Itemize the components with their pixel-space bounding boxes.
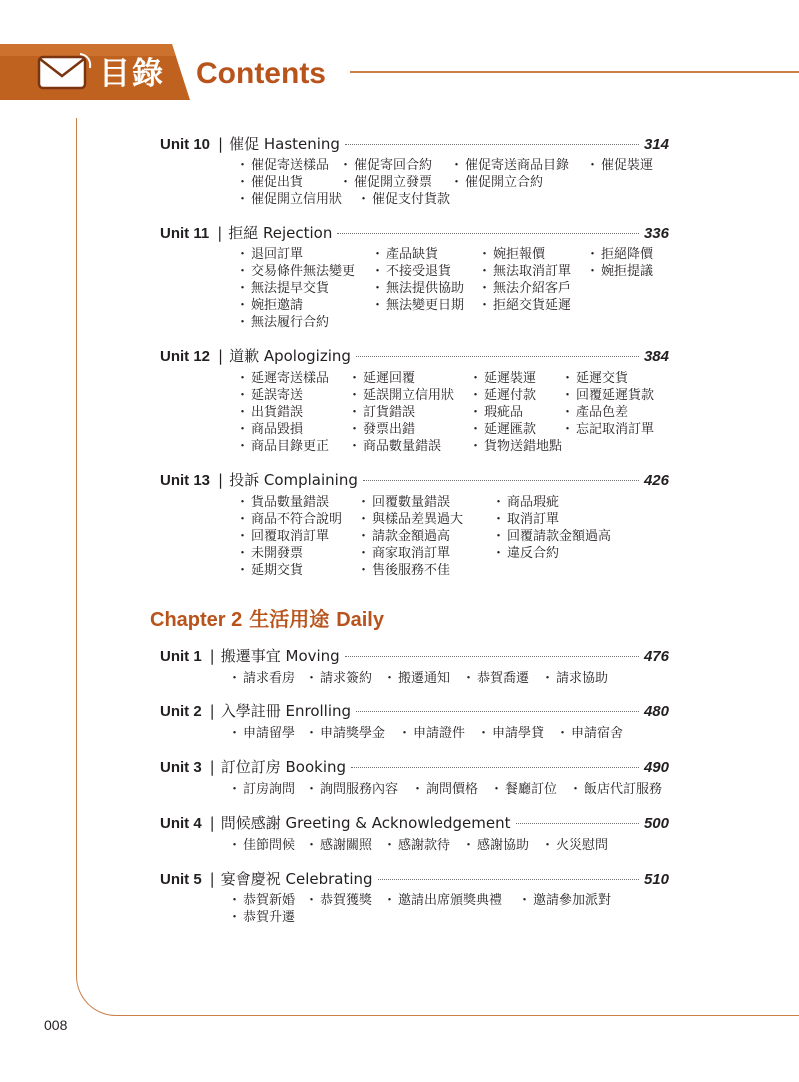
unit-number: Unit 2 bbox=[160, 703, 202, 720]
unit-number: Unit 13 bbox=[160, 472, 211, 489]
topic-item: ・ 延誤寄送 bbox=[236, 387, 303, 404]
topic-item: ・ 飯店代訂服務 bbox=[569, 781, 662, 798]
unit-page: 510 bbox=[643, 871, 669, 888]
toc-entry[interactable] bbox=[160, 469, 669, 489]
topic-item: ・ 邀請參加派對 bbox=[518, 892, 611, 909]
topic-item: ・ 申請留學 bbox=[228, 725, 295, 742]
topic-item: ・ 餐廳訂位 bbox=[490, 781, 557, 798]
unit-separator: | bbox=[209, 702, 215, 720]
toc-entry[interactable] bbox=[160, 700, 669, 720]
topic-item: ・ 無法變更日期 bbox=[371, 297, 464, 314]
unit-separator: | bbox=[209, 647, 215, 665]
unit-page: 480 bbox=[643, 703, 669, 720]
unit-title: 催促 Hastening bbox=[229, 135, 340, 153]
topic-item: ・ 催促開立信用狀 bbox=[236, 191, 342, 208]
topic-item: ・ 詢問服務內容 bbox=[305, 781, 398, 798]
topic-item: ・ 與樣品差異過大 bbox=[357, 511, 463, 528]
topic-item: ・ 申請證件 bbox=[398, 725, 465, 742]
topic-item: ・ 瑕疵品 bbox=[469, 404, 523, 421]
topic-item: ・ 產品色差 bbox=[561, 404, 628, 421]
toc-entry[interactable] bbox=[160, 868, 669, 888]
topic-item: ・ 邀請出席頒獎典禮 bbox=[383, 892, 502, 909]
topic-item: ・ 申請宿舍 bbox=[556, 725, 623, 742]
topic-item: ・ 發票出錯 bbox=[348, 421, 415, 438]
topic-item: ・ 恭賀獲獎 bbox=[305, 892, 372, 909]
unit-number: Unit 3 bbox=[160, 759, 202, 776]
topic-item: ・ 貨品數量錯誤 bbox=[236, 494, 329, 511]
topic-item: ・ 取消訂單 bbox=[492, 511, 559, 528]
topic-item: ・ 售後服務不佳 bbox=[357, 562, 450, 579]
topic-item: ・ 延期交貨 bbox=[236, 562, 303, 579]
unit-page: 384 bbox=[643, 348, 669, 365]
topic-item: ・ 感謝協助 bbox=[462, 837, 529, 854]
topic-item: ・ 延遲付款 bbox=[469, 387, 536, 404]
topic-item: ・ 交易條件無法變更 bbox=[236, 263, 355, 280]
topic-item: ・ 回覆請款金額過高 bbox=[492, 528, 611, 545]
unit-separator: | bbox=[218, 135, 224, 153]
topic-item: ・ 無法提供協助 bbox=[371, 280, 464, 297]
topic-item: ・ 不接受退貨 bbox=[371, 263, 451, 280]
topic-item: ・ 拒絕降價 bbox=[586, 246, 653, 263]
toc-entry[interactable] bbox=[160, 645, 669, 665]
topic-item: ・ 商品毀損 bbox=[236, 421, 303, 438]
unit-page: 490 bbox=[643, 759, 669, 776]
unit-title: 宴會慶祝 Celebrating bbox=[220, 870, 373, 888]
topic-item: ・ 催促寄回合約 bbox=[339, 157, 432, 174]
topic-item: ・ 延遲裝運 bbox=[469, 370, 536, 387]
dot-leader bbox=[356, 356, 639, 357]
topic-item: ・ 延誤開立信用狀 bbox=[348, 387, 454, 404]
unit-separator: | bbox=[209, 758, 215, 776]
topic-item: ・ 請求看房 bbox=[228, 670, 295, 687]
topic-item: ・ 申請獎學金 bbox=[305, 725, 385, 742]
topic-item: ・ 催促出貨 bbox=[236, 174, 303, 191]
topic-item: ・ 搬遷通知 bbox=[383, 670, 450, 687]
unit-separator: | bbox=[217, 224, 223, 242]
topic-item: ・ 催促開立合約 bbox=[450, 174, 543, 191]
chapter-label: Chapter 2 bbox=[150, 609, 243, 631]
topic-item: ・ 請求協助 bbox=[541, 670, 608, 687]
toc-entry[interactable] bbox=[160, 756, 669, 776]
page-number: 008 bbox=[44, 1017, 68, 1033]
dot-leader bbox=[337, 233, 639, 234]
topic-item: ・ 催促寄送商品目錄 bbox=[450, 157, 569, 174]
topic-item: ・ 火災慰問 bbox=[541, 837, 608, 854]
topic-item: ・ 請款金額過高 bbox=[357, 528, 450, 545]
topic-item: ・ 貨物送錯地點 bbox=[469, 438, 562, 455]
unit-title: 拒絕 Rejection bbox=[228, 224, 333, 242]
toc-entry[interactable] bbox=[160, 133, 669, 153]
unit-title: 入學註冊 Enrolling bbox=[220, 702, 352, 720]
topic-item: ・ 商家取消訂單 bbox=[357, 545, 450, 562]
chapter-label-zh: 生活用途 bbox=[249, 607, 330, 631]
header-title-en: Contents bbox=[196, 57, 326, 90]
topic-item: ・ 恭賀喬遷 bbox=[462, 670, 529, 687]
dot-leader bbox=[345, 144, 639, 145]
topic-item: ・ 請求簽約 bbox=[305, 670, 372, 687]
envelope-icon bbox=[36, 52, 92, 92]
unit-number: Unit 5 bbox=[160, 871, 202, 888]
unit-number: Unit 11 bbox=[160, 225, 210, 242]
toc-entry[interactable] bbox=[160, 345, 669, 365]
dot-leader bbox=[356, 711, 639, 712]
topic-item: ・ 商品瑕疵 bbox=[492, 494, 559, 511]
dot-leader bbox=[345, 656, 639, 657]
unit-separator: | bbox=[218, 347, 224, 365]
unit-page: 314 bbox=[643, 136, 669, 153]
unit-title: 道歉 Apologizing bbox=[229, 347, 351, 365]
topic-item: ・ 違反合約 bbox=[492, 545, 559, 562]
topic-item: ・ 出貨錯誤 bbox=[236, 404, 303, 421]
unit-title: 問候感謝 Greeting & Acknowledgement bbox=[220, 814, 511, 832]
header-rule bbox=[350, 71, 799, 73]
topic-item: ・ 商品數量錯誤 bbox=[348, 438, 441, 455]
topic-item: ・ 婉拒邀請 bbox=[236, 297, 303, 314]
topic-item: ・ 詢問價格 bbox=[411, 781, 478, 798]
topic-item: ・ 恭賀升遷 bbox=[228, 909, 295, 926]
topic-item: ・ 無法履行合約 bbox=[236, 314, 329, 331]
topic-item: ・ 延遲寄送樣品 bbox=[236, 370, 329, 387]
unit-number: Unit 10 bbox=[160, 136, 211, 153]
topic-item: ・ 產品缺貨 bbox=[371, 246, 438, 263]
topic-item: ・ 感謝款待 bbox=[383, 837, 450, 854]
unit-page: 426 bbox=[643, 472, 669, 489]
topic-item: ・ 催促裝運 bbox=[586, 157, 653, 174]
topic-item: ・ 回覆取消訂單 bbox=[236, 528, 329, 545]
chapter-title bbox=[150, 603, 384, 632]
topic-item: ・ 恭賀新婚 bbox=[228, 892, 295, 909]
unit-page: 500 bbox=[643, 815, 669, 832]
header-title-zh: 目錄 bbox=[99, 56, 165, 92]
unit-separator: | bbox=[218, 471, 224, 489]
topic-item: ・ 催促寄送樣品 bbox=[236, 157, 329, 174]
topic-item: ・ 拒絕交貨延遲 bbox=[478, 297, 571, 314]
dot-leader bbox=[378, 879, 639, 880]
unit-title: 搬遷事宜 Moving bbox=[220, 647, 340, 665]
unit-title: 訂位訂房 Booking bbox=[220, 758, 347, 776]
topic-item: ・ 退回訂單 bbox=[236, 246, 303, 263]
unit-separator: | bbox=[209, 870, 215, 888]
unit-separator: | bbox=[209, 814, 215, 832]
topic-item: ・ 無法介紹客戶 bbox=[478, 280, 571, 297]
topic-item: ・ 延遲交貨 bbox=[561, 370, 628, 387]
topic-item: ・ 感謝關照 bbox=[305, 837, 372, 854]
topic-item: ・ 婉拒提議 bbox=[586, 263, 653, 280]
topic-item: ・ 商品不符合說明 bbox=[236, 511, 342, 528]
topic-item: ・ 訂貨錯誤 bbox=[348, 404, 415, 421]
unit-page: 336 bbox=[643, 225, 669, 242]
topic-item: ・ 忘記取消訂單 bbox=[561, 421, 654, 438]
dot-leader bbox=[516, 823, 639, 824]
dot-leader bbox=[351, 767, 639, 768]
topic-item: ・ 申請學貸 bbox=[477, 725, 544, 742]
unit-title: 投訴 Complaining bbox=[229, 471, 358, 489]
unit-number: Unit 1 bbox=[160, 648, 202, 665]
toc-entry[interactable] bbox=[160, 812, 669, 832]
topic-item: ・ 商品目錄更正 bbox=[236, 438, 329, 455]
topic-item: ・ 催促支付貨款 bbox=[357, 191, 450, 208]
topic-item: ・ 婉拒報價 bbox=[478, 246, 545, 263]
topic-item: ・ 無法取消訂單 bbox=[478, 263, 571, 280]
unit-number: Unit 12 bbox=[160, 348, 211, 365]
chapter-label-en2: Daily bbox=[336, 609, 384, 631]
topic-item: ・ 回覆數量錯誤 bbox=[357, 494, 450, 511]
topic-item: ・ 催促開立發票 bbox=[339, 174, 432, 191]
topic-item: ・ 延遲回覆 bbox=[348, 370, 415, 387]
topic-item: ・ 佳節問候 bbox=[228, 837, 295, 854]
toc-entry[interactable] bbox=[160, 222, 669, 242]
topic-item: ・ 延遲匯款 bbox=[469, 421, 536, 438]
topic-item: ・ 未開發票 bbox=[236, 545, 303, 562]
dot-leader bbox=[363, 480, 639, 481]
unit-page: 476 bbox=[643, 648, 669, 665]
topic-item: ・ 訂房詢問 bbox=[228, 781, 295, 798]
topic-item: ・ 無法提早交貨 bbox=[236, 280, 329, 297]
topic-item: ・ 回覆延遲貨款 bbox=[561, 387, 654, 404]
unit-number: Unit 4 bbox=[160, 815, 202, 832]
